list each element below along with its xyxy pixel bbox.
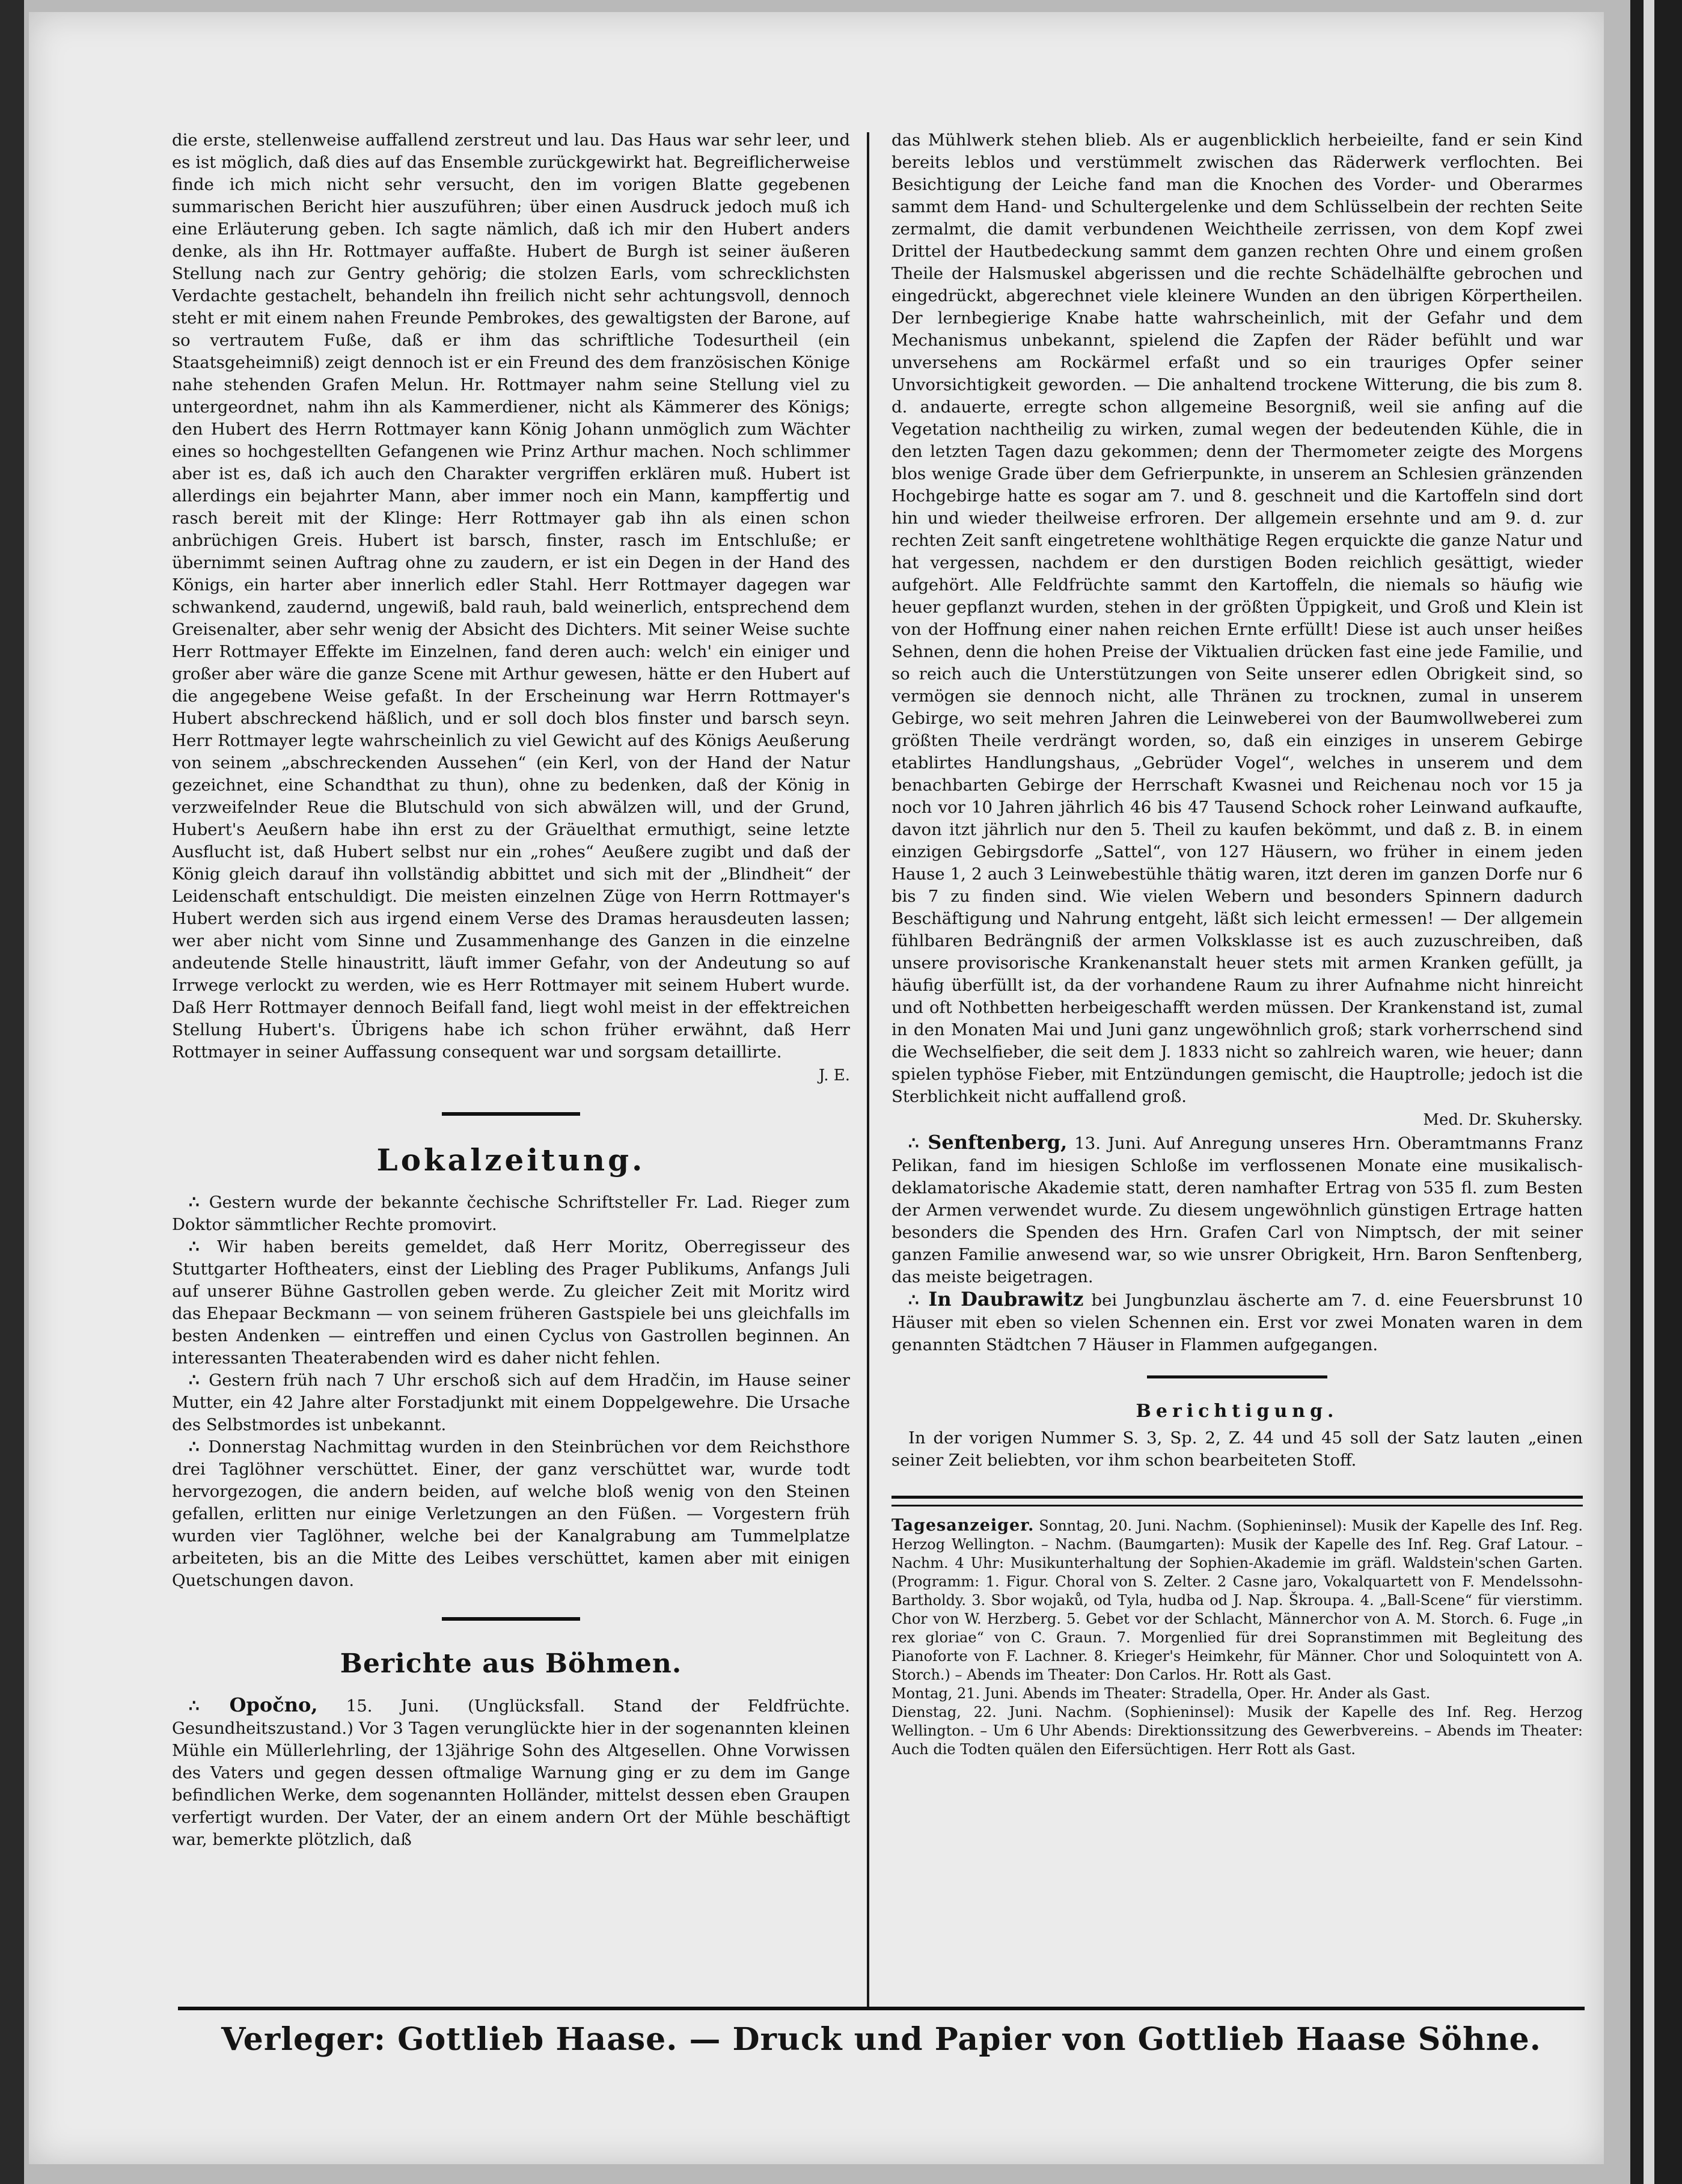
local-news-item <box>172 1369 850 1436</box>
tagesanzeiger-label: Tagesanzeiger. <box>891 1516 1035 1535</box>
bullet-dots-icon: ∴ <box>189 1696 230 1716</box>
double-rule <box>891 1496 1583 1506</box>
section-rule <box>442 1617 580 1621</box>
report-daubrawitz <box>891 1288 1583 1356</box>
section-rule <box>442 1112 580 1116</box>
berichtigung-heading: Berichtigung. <box>1136 1401 1339 1422</box>
lokalzeitung-heading: Lokalzeitung. <box>376 1142 646 1178</box>
footer-rule <box>178 2007 1585 2010</box>
left-column <box>172 129 850 1999</box>
correction-text: In der vorigen Nummer S. 3, Sp. 2, Z. 44 und 45 soll der Satz lauten „einen seiner Zeit beliebten, vor ihm schon bearbeiteten Stoff. <box>891 1428 1583 1470</box>
bullet-dots-icon: ∴ <box>189 1371 209 1390</box>
place-name: Senftenberg, <box>928 1131 1068 1154</box>
place-name: Opočno, <box>229 1693 318 1716</box>
review-signature: J. E. <box>818 1066 850 1084</box>
local-news-text: Gestern wurde der bekannte čechische Schriftsteller Fr. Lad. Rieger zum Doktor sämmtlicher Rechte promovirt. <box>172 1193 850 1234</box>
scan-edge-strip <box>1644 0 1654 2184</box>
publisher-footer: Verleger: Gottlieb Haase. — Druck und Papier von Gottlieb Haase Söhne. <box>221 2021 1541 2058</box>
local-news-text: Donnerstag Nachmittag wurden in den Steinbrüchen vor dem Reichsthore drei Taglöhner verschüttet. Einer, der ganz verschüttet war, wurde todt hervorgezogen, die andern beiden, auf welche bloß wenig von den Steinen gefallen, erlitten nur einige Verletzungen an den Füßen. — Vorgestern früh wurden vier Taglöhner, welche bei der Kanalgrabung am Tummelplatze arbeiteten, bis an die Mitte des Leibes verschüttet, kamen aber mit einigen Quetschungen davon. <box>172 1437 850 1590</box>
bullet-dots-icon: ∴ <box>908 1134 928 1153</box>
local-news-item <box>172 1436 850 1592</box>
bullet-dots-icon: ∴ <box>189 1193 209 1212</box>
newspaper-page <box>29 12 1604 2164</box>
report-signature: Med. Dr. Skuhersky. <box>1423 1111 1583 1129</box>
berichte-heading: Berichte aus Böhmen. <box>340 1648 682 1679</box>
tagesanzeiger-text: Sonntag, 20. Juni. Nachm. (Sophieninsel): Musik der Kapelle des Inf. Reg. Herzog Wellington. – Nachm. (Baumgarten): Musik der Kapelle des Inf. Reg. Graf Latour. – Nachm. 4 Uhr: Musikunterhaltung der Sophien-Akademie im gräfl. Waldstein'schen Garten. (Programm: 1. Figur. Choral von S. Zelter. 2 Casne jaro, Vokalquartett von F. Mendelssohn-Bartholdy. 3. Sbor wojaků, od Tyla, hudba od J. Nap. Škroupa. 4. „Ball-Scene“ für vierstimm. Chor von W. Herzberg. 5. Gebet vor der Schlacht, Männerchor von A. M. Storch. 6. Fuge „in rex gloriae“ von C. Graun. 7. Morgenlied für drei Sopranstimmen mit Begleitung des Pianoforte von F. Lachner. 8. Krieger's Heimkehr, für Männer. Chor und Soloquintett von A. Storch.) – Abends im Theater: Don Carlos. Hr. Rott als Gast. <box>891 1517 1583 1683</box>
local-news-item <box>172 1236 850 1369</box>
scan-edge-left <box>0 0 24 2184</box>
scan-edge-right <box>1630 0 1682 2184</box>
report-text: 15. Juni. (Unglücksfall. Stand der Feldfrüchte. Gesundheitszustand.) Vor 3 Tagen verunglückte hier in der sogenannten kleinen Mühle ein Müllerlehrling, der 13jährige Sohn des Altgesellen. Ohne Vorwissen des Vaters und gegen dessen oftmalige Warnung ging er zu dem im Gange befindlichen Werke, dem sogenannten Holländer, mittelst dessen eben Graupen verfertigt wurden. Der Vater, der an einem andern Ort der Mühle beschäftigt war, bemerkte plötzlich, daß <box>172 1696 850 1849</box>
bullet-dots-icon: ∴ <box>189 1437 209 1457</box>
place-name: In Daubrawitz <box>928 1288 1084 1311</box>
local-news-item <box>172 1191 850 1236</box>
column-divider <box>867 132 869 2008</box>
local-news-text: Wir haben bereits gemeldet, daß Herr Moritz, Oberregisseur des Stuttgarter Hoftheaters, einst der Liebling des Prager Publikums, Anfangs Juli auf unserer Bühne Gastrollen geben werde. Zu gleicher Zeit mit Moritz wird das Ehepaar Beckmann — von seinem früheren Gastspiele bei uns gleichfalls im besten Andenken — eintreffen und einen Cyclus von Gastrollen beginnen. An interessanten Theaterabenden wird es daher nicht fehlen. <box>172 1237 850 1368</box>
tagesanzeiger <box>891 1516 1583 1759</box>
report-continuation: das Mühlwerk stehen blieb. Als er augenblicklich herbeieilte, fand er sein Kind bereits leblos und verstümmelt zwischen das Räderwerk verflochten. Bei Besichtigung der Leiche fand man die Knochen des Vorder- und Oberarmes sammt dem Hand- und Schultergelenke und dem Schlüsselbein der rechten Seite zermalmt, die damit verbundenen Weichtheile zerrissen, von dem Kopf zwei Drittel der Hautbedeckung sammt dem ganzen rechten Ohre und einem großen Theile der Halsmuskel abgerissen und die rechte Schädelhälfte gebrochen und eingedrückt, abgerechnet viele kleinere Wunden an den übrigen Körpertheilen. Der lernbegierige Knabe hatte wahrscheinlich, mit der Gefahr und dem Mechanismus unbekannt, spielend die Zapfen der Räder befühlt und war unversehens am Rockärmel erfaßt und so ein trauriges Opfer seiner Unvorsichtigkeit geworden. — Die anhaltend trockene Witterung, die bis zum 8. d. andauerte, erregte schon allgemeine Besorgniß, weil sie anfing auf die Vegetation nachtheilig zu wirken, zumal wegen der bedeutenden Kühle, die in den letzten Tagen dazu gekommen; denn der Thermometer zeigte des Morgens blos wenige Grade über dem Gefrierpunkte, in unserem an Schlesien gränzenden Hochgebirge hatte es sogar am 7. und 8. geschneit und die Kartoffeln sind dort hin und wieder theilweise erfroren. Der allgemein ersehnte und am 9. d. zur rechten Zeit sanft eingetretene wohlthätige Regen erquickte die ganze Natur und hat vergessen, nachdem er den durstigen Boden reichlich gesättigt, wieder aufgehört. Alle Feldfrüchte sammt den Kartoffeln, die niemals so häufig wie heuer gepflanzt wurden, stehen in der größten Üppigkeit, und Groß und Klein ist von der Hoffnung einer nahen reichen Ernte erfüllt! Diese ist auch unser heißes Sehnen, denn die hohen Preise der Viktualien drücken fast eine jede Familie, und so reich auch die Unterstützungen von Seite unserer edlen Obrigkeit sind, so vermögen sie dennoch nicht, alle Thränen zu trocknen, zumal in unserem Gebirge, wo seit mehren Jahren die Leinweberei von der Baumwollweberei zum größten Theile verdrängt worden, so, daß ein einziges in unserem Gebirge etablirtes Handlungshaus, „Gebrüder Vogel“, welches in unserem und dem benachbarten Gebirge der Herrschaft Kwasnei und Reichenau noch vor 15 ja noch vor 10 Jahren jährlich 46 bis 47 Tausend Schock roher Leinwand aufkaufte, davon itzt jährlich nur den 5. Theil zu kaufen bekömmt, und daß z. B. in einem einzigen Gebirgsdorfe „Sattel“, von 127 Häusern, wo früher in einem jeden Hause 1, 2 auch 3 Leinwebestühle thätig waren, itzt deren im ganzen Dorfe nur 6 bis 7 zu finden sind. Wie vielen Webern und besonders Spinnern dadurch Beschäftigung und Nahrung entgeht, läßt sich leicht ermessen! — Der allgemein fühlbaren Bedrängniß der armen Volksklasse ist es auch zuzuschreiben, daß unsere provisorische Krankenanstalt heuer stets mit armen Kranken gefüllt, ja häufig überfüllt ist, da der vorhandene Raum zu ihrer Aufnahme nicht hinreicht und oft Nothbetten herbeigeschafft werden müssen. Der Krankenstand ist, zumal in den Monaten Mai und Juni ganz ungewöhnlich groß; stark vorherrschend sind die Wechselfieber, die seit dem J. 1833 nicht so zahlreich waren, wie heuer; dann spielen typhöse Fieber, mit Entzündungen gemischt, die Hauptrolle; jedoch ist die Sterblichkeit nicht auffallend groß. <box>891 130 1583 1106</box>
right-column <box>891 129 1583 1999</box>
section-rule <box>1147 1375 1327 1378</box>
theater-review-text: die erste, stellenweise auffallend zerstreut und lau. Das Haus war sehr leer, und es ist möglich, daß dies auf das Ensemble zurückgewirkt hat. Begreiflicherweise finde ich mich nicht sehr versucht, den im vorigen Blatte gegebenen summarischen Bericht hier auszuführen; über einen Ausdruck jedoch muß ich eine Erläuterung geben. Ich sagte nämlich, daß ich mir den Hubert anders denke, als ihn Hr. Rottmayer auffaßte. Hubert de Burgh ist seiner äußeren Stellung nach zur Gentry gehörig; die stolzen Earls, vom schrecklichsten Verdachte gestachelt, behandeln ihn freilich nicht sehr achtungsvoll, dennoch steht er mit einem nahen Freunde Pembrokes, des gewaltigsten der Barone, auf so vertrautem Fuße, daß er ihm das schriftliche Todesurtheil (ein Staatsgeheimniß) zeigt dennoch ist er ein Freund des dem französischen Könige nahe stehenden Grafen Melun. Hr. Rottmayer nahm seine Stellung viel zu untergeordnet, nahm ihn als Kammerdiener, nicht als Kämmerer des Königs; den Hubert des Herrn Rottmayer kann König Johann unmöglich zum Wächter eines so hochgestellten Gefangenen wie Prinz Arthur machen. Noch schlimmer aber ist es, daß ich auch den Charakter vergriffen erklären muß. Hubert ist allerdings ein bejahrter Mann, aber immer noch ein Mann, kampffertig und rasch bereit mit der Klinge: Herr Rottmayer gab ihn als einen schon anbrüchigen Greis. Hubert ist barsch, finster, rasch im Entschluße; er übernimmt seinen Auftrag ohne zu zaudern, er ist ein Degen in der Hand des Königs, ein harter aber innerlich edler Stahl. Herr Rottmayer dagegen war schwankend, zaudernd, ungewiß, bald rauh, bald weinerlich, entsprechend dem Greisenalter, aber sehr wenig der Absicht des Dichters. Mit seiner Weise suchte Herr Rottmayer Effekte im Einzelnen, fand deren auch: welch' ein einiger und großer aber wäre die ganze Scene mit Arthur gewesen, hätte er den Hubert auf die angegebene Weise gefaßt. In der Erscheinung war Herrn Rottmayer's Hubert abschreckend häßlich, und er soll doch blos finster und barsch seyn. Herr Rottmayer legte wahrscheinlich zu viel Gewicht auf des Königs Aeußerung von seinem „abschreckenden Aussehen“ (ein Kerl, von der Hand der Natur gezeichnet, eine Schandthat zu thun), ohne zu bedenken, daß der König in verzweifelnder Reue die Blutschuld von sich abwälzen will, und der Grund, Hubert's Aeußern habe ihn erst zu der Gräuelthat ermuthigt, seine letzte Ausflucht ist, daß Hubert selbst nur ein „rohes“ Aeußere zugibt und daß der König gleich darauf ihn vollständig abbittet und sich mit der „Blindheit“ der Leidenschaft entschuldigt. Die meisten einzelnen Züge von Herrn Rottmayer's Hubert werden sich aus irgend einem Verse des Dramas herausdeuten lassen; wer aber nicht vom Sinne und Zusammenhange des Ganzen in die einzelne andeutende Stelle hinaustritt, läuft immer Gefahr, von der Andeutung so auf Irrwege verlockt zu werden, wie es Herr Rottmayer mit seinem Hubert wurde. Daß Herr Rottmayer dennoch Beifall fand, liegt wohl meist in der effektreichen Stellung Hubert's. Übrigens habe ich schon früher erwähnt, daß Herr Rottmayer in seiner Auffassung consequent war und sorgsam detaillirte. <box>172 130 850 1062</box>
tagesanzeiger-sunday <box>891 1516 1583 1684</box>
report-senftenberg <box>891 1131 1583 1288</box>
bullet-dots-icon: ∴ <box>908 1291 929 1310</box>
report-text: bei Jungbunzlau äscherte am 7. d. eine Feuersbrunst 10 Häuser mit eben so vielen Schennen ein. Erst vor zwei Monaten waren in dem genannten Städtchen 7 Häuser in Flammen aufgegangen. <box>891 1291 1583 1354</box>
report-opocno <box>172 1694 850 1851</box>
report-text: 13. Juni. Auf Anregung unseres Hrn. Oberamtmanns Franz Pelikan, fand im hiesigen Schloße im verflossenen Monate eine musikalisch-deklamatorische Akademie statt, deren namhafter Ertrag von 535 fl. zum Besten der Armen verwendet wurde. Zu diesem ungewöhnlich günstigen Ertrage hatten besonders die Spenden des Hrn. Grafen Carl von Nimptsch, der mit seiner ganzen Familie anwesend war, so wie unsrer Obrigkeit, Hrn. Baron Senftenberg, das meiste beigetragen. <box>891 1134 1583 1286</box>
local-news-text: Gestern früh nach 7 Uhr erschoß sich auf dem Hradčin, im Hause seiner Mutter, ein 42 Jahre alter Forstadjunkt mit einem Doppelgewehre. Die Ursache des Selbstmordes ist unbekannt. <box>172 1371 850 1434</box>
bullet-dots-icon: ∴ <box>189 1237 217 1256</box>
tagesanzeiger-monday: Montag, 21. Juni. Abends im Theater: Stradella, Oper. Hr. Ander als Gast. <box>891 1685 1431 1702</box>
tagesanzeiger-tuesday: Dienstag, 22. Juni. Nachm. (Sophieninsel): Musik der Kapelle des Inf. Reg. Herzog Wellington. – Um 6 Uhr Abends: Direktionssitzung des Gewerbvereins. – Abends im Theater: Auch die Todten quälen den Eifersüchtigen. Herr Rott als Gast. <box>891 1704 1583 1758</box>
